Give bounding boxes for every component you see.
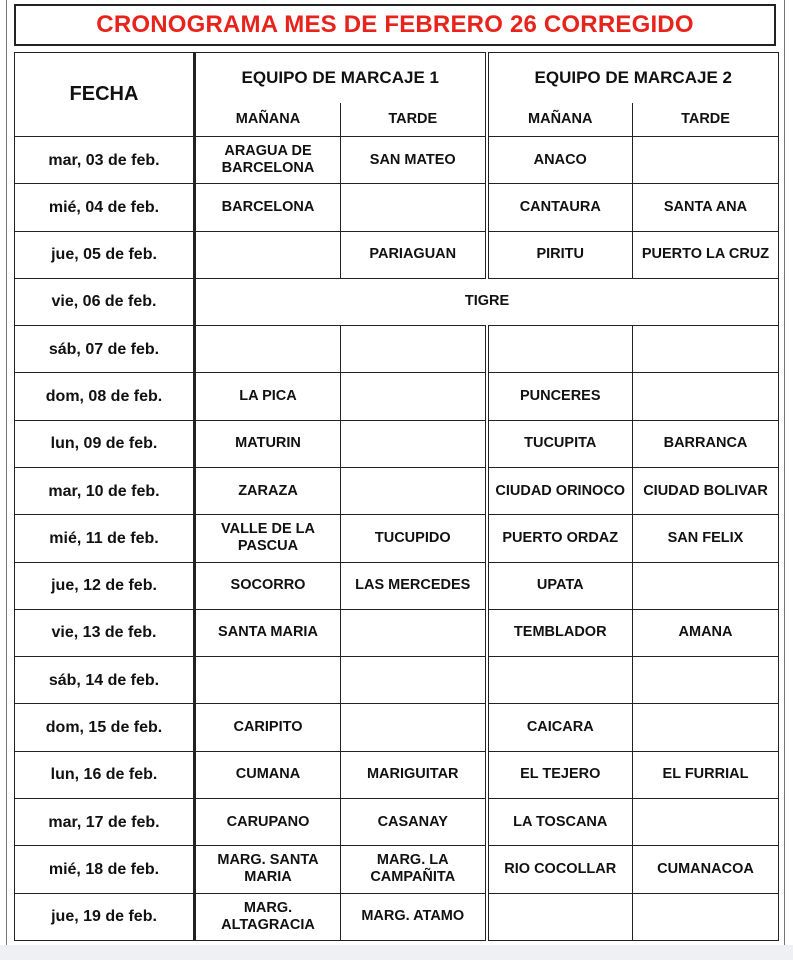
equipo1-tarde-cell: PARIAGUAN <box>341 231 487 278</box>
date-cell: sáb, 14 de feb. <box>15 657 195 704</box>
table-row <box>15 609 779 656</box>
equipo1-manana-cell: BARCELONA <box>195 184 341 231</box>
equipo1-tarde-cell: MARG. LA CAMPAÑITA <box>341 846 487 893</box>
table-row <box>15 467 779 514</box>
equipo2-manana-cell: CANTAURA <box>487 184 633 231</box>
table-row <box>15 184 779 231</box>
equipo1-tarde-cell <box>341 420 487 467</box>
date-cell: lun, 09 de feb. <box>15 420 195 467</box>
date-cell: sáb, 07 de feb. <box>15 326 195 373</box>
header-e1-manana: MAÑANA <box>195 103 341 137</box>
header-row-teams <box>15 53 779 103</box>
equipo2-manana-cell: LA TOSCANA <box>487 798 633 845</box>
equipo1-manana-cell: MATURIN <box>195 420 341 467</box>
date-cell: dom, 15 de feb. <box>15 704 195 751</box>
header-equipo-2: EQUIPO DE MARCAJE 2 <box>487 53 779 103</box>
equipo2-tarde-cell: AMANA <box>633 609 779 656</box>
table-row <box>15 704 779 751</box>
table-row <box>15 278 779 325</box>
equipo1-manana-cell: ARAGUA DE BARCELONA <box>195 137 341 184</box>
header-e2-manana: MAÑANA <box>487 103 633 137</box>
table-row <box>15 657 779 704</box>
table-row <box>15 420 779 467</box>
equipo1-manana-cell: ZARAZA <box>195 467 341 514</box>
equipo2-manana-cell: CIUDAD ORINOCO <box>487 467 633 514</box>
equipo1-manana-cell: CARIPITO <box>195 704 341 751</box>
equipo1-tarde-cell: MARIGUITAR <box>341 751 487 798</box>
date-cell: dom, 08 de feb. <box>15 373 195 420</box>
date-cell: jue, 12 de feb. <box>15 562 195 609</box>
equipo1-tarde-cell <box>341 467 487 514</box>
title-banner <box>14 4 776 46</box>
table-row <box>15 326 779 373</box>
equipo1-tarde-cell <box>341 373 487 420</box>
equipo2-tarde-cell <box>633 562 779 609</box>
equipo1-tarde-cell <box>341 704 487 751</box>
date-cell: mié, 11 de feb. <box>15 515 195 562</box>
equipo2-manana-cell: EL TEJERO <box>487 751 633 798</box>
table-row <box>15 231 779 278</box>
equipo2-manana-cell: PUERTO ORDAZ <box>487 515 633 562</box>
equipo1-manana-cell <box>195 231 341 278</box>
equipo1-tarde-cell <box>341 184 487 231</box>
page-right-border <box>784 0 785 945</box>
equipo2-tarde-cell: BARRANCA <box>633 420 779 467</box>
equipo1-tarde-cell: LAS MERCEDES <box>341 562 487 609</box>
equipo1-tarde-cell <box>341 657 487 704</box>
equipo2-manana-cell: UPATA <box>487 562 633 609</box>
equipo2-tarde-cell <box>633 798 779 845</box>
equipo1-tarde-cell: CASANAY <box>341 798 487 845</box>
date-cell: mié, 18 de feb. <box>15 846 195 893</box>
equipo2-manana-cell: PUNCERES <box>487 373 633 420</box>
equipo2-manana-cell: PIRITU <box>487 231 633 278</box>
table-row <box>15 846 779 893</box>
equipo2-tarde-cell <box>633 137 779 184</box>
date-cell: jue, 05 de feb. <box>15 231 195 278</box>
date-cell: jue, 19 de feb. <box>15 893 195 940</box>
equipo1-manana-cell: SOCORRO <box>195 562 341 609</box>
header-e2-tarde: TARDE <box>633 103 779 137</box>
header-equipo-1: EQUIPO DE MARCAJE 1 <box>195 53 487 103</box>
equipo2-tarde-cell <box>633 704 779 751</box>
equipo2-manana-cell: CAICARA <box>487 704 633 751</box>
date-cell: lun, 16 de feb. <box>15 751 195 798</box>
equipo2-manana-cell <box>487 657 633 704</box>
date-cell: vie, 13 de feb. <box>15 609 195 656</box>
equipo1-tarde-cell <box>341 326 487 373</box>
equipo1-tarde-cell: TUCUPIDO <box>341 515 487 562</box>
table-row <box>15 798 779 845</box>
table-row <box>15 373 779 420</box>
equipo1-tarde-cell: SAN MATEO <box>341 137 487 184</box>
table-row <box>15 893 779 940</box>
date-cell: vie, 06 de feb. <box>15 278 195 325</box>
header-e1-tarde: TARDE <box>341 103 487 137</box>
equipo2-tarde-cell: CUMANACOA <box>633 846 779 893</box>
equipo2-manana-cell <box>487 893 633 940</box>
equipo1-manana-cell: VALLE DE LA PASCUA <box>195 515 341 562</box>
equipo2-manana-cell <box>487 326 633 373</box>
equipo1-tarde-cell: MARG. ATAMO <box>341 893 487 940</box>
date-cell: mar, 17 de feb. <box>15 798 195 845</box>
equipo2-manana-cell: TUCUPITA <box>487 420 633 467</box>
equipo2-tarde-cell: CIUDAD BOLIVAR <box>633 467 779 514</box>
equipo1-manana-cell: LA PICA <box>195 373 341 420</box>
equipo2-manana-cell: TEMBLADOR <box>487 609 633 656</box>
schedule-table <box>14 52 779 941</box>
equipo2-tarde-cell <box>633 657 779 704</box>
equipo2-tarde-cell <box>633 326 779 373</box>
equipo2-tarde-cell <box>633 373 779 420</box>
equipo2-tarde-cell <box>633 893 779 940</box>
equipo2-tarde-cell: SAN FELIX <box>633 515 779 562</box>
equipo1-manana-cell: CARUPANO <box>195 798 341 845</box>
table-row <box>15 515 779 562</box>
equipo1-manana-cell: SANTA MARIA <box>195 609 341 656</box>
table-row <box>15 562 779 609</box>
bottom-strip <box>0 945 793 960</box>
equipo2-tarde-cell: EL FURRIAL <box>633 751 779 798</box>
date-cell: mié, 04 de feb. <box>15 184 195 231</box>
date-cell: mar, 10 de feb. <box>15 467 195 514</box>
header-fecha: FECHA <box>15 53 195 137</box>
equipo2-manana-cell: RIO COCOLLAR <box>487 846 633 893</box>
equipo1-manana-cell: MARG. ALTAGRACIA <box>195 893 341 940</box>
equipo1-manana-cell: CUMANA <box>195 751 341 798</box>
page-title: CRONOGRAMA MES DE FEBRERO 26 CORREGIDO <box>96 11 694 38</box>
page-left-border <box>6 0 7 945</box>
equipo1-manana-cell <box>195 326 341 373</box>
table-row <box>15 137 779 184</box>
equipo1-manana-cell: MARG. SANTA MARIA <box>195 846 341 893</box>
equipo1-manana-cell <box>195 657 341 704</box>
equipo2-tarde-cell: PUERTO LA CRUZ <box>633 231 779 278</box>
date-cell: mar, 03 de feb. <box>15 137 195 184</box>
equipo2-tarde-cell: SANTA ANA <box>633 184 779 231</box>
equipo1-tarde-cell <box>341 609 487 656</box>
table-row <box>15 751 779 798</box>
merged-cell: TIGRE <box>195 278 779 325</box>
equipo2-manana-cell: ANACO <box>487 137 633 184</box>
